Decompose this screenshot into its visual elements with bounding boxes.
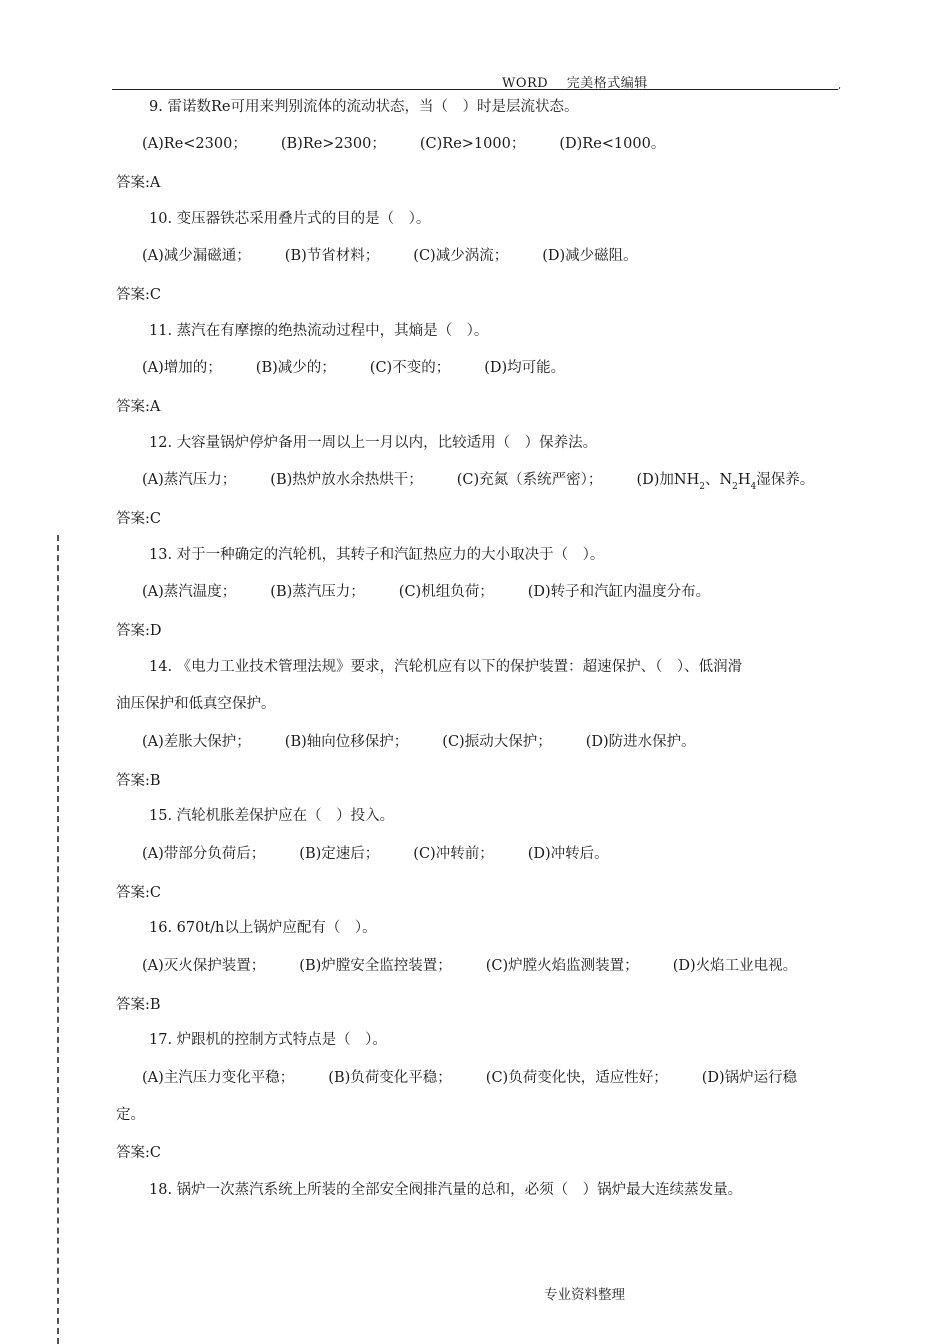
option: (B)负荷变化平稳；: [328, 1070, 452, 1086]
option: (A)减少漏磁通；: [142, 248, 251, 264]
option: (A)带部分负荷后；: [142, 846, 266, 862]
answer: 答案:C: [116, 287, 161, 303]
option-continued: 定。: [116, 1107, 145, 1123]
question-stem: 15. 汽轮机胀差保护应在（ ）投入。: [149, 808, 395, 824]
option: (A)蒸汽温度；: [142, 584, 237, 600]
option: (A)蒸汽压力；: [142, 472, 237, 488]
option: (B)Re>2300；: [280, 136, 386, 152]
page-header: WORD 完美格式编辑: [502, 76, 648, 91]
question-options: [142, 956, 797, 976]
answer: 答案:B: [116, 997, 161, 1013]
option: (D)Re<1000。: [559, 136, 666, 152]
question-stem: 14. 《电力工业技术管理法规》要求，汽轮机应有以下的保护装置：超速保护、（ ）、低润滑: [149, 659, 743, 675]
option: (C)机组负荷；: [398, 584, 494, 600]
option-d: [636, 472, 815, 492]
option: (D)减少磁阻。: [542, 248, 638, 264]
option: (D)转子和汽缸内温度分布。: [527, 584, 711, 600]
option: (C)充氮（系统严密）；: [456, 472, 603, 488]
subscript: 2: [732, 482, 738, 492]
page-footer: 专业资料整理: [544, 1287, 625, 1303]
option-d-text: 、N: [704, 472, 733, 488]
answer: 答案:A: [116, 399, 161, 415]
question-stem: 17. 炉跟机的控制方式特点是（ ）。: [149, 1032, 387, 1048]
option: (B)热炉放水余热烘干；: [270, 472, 423, 488]
question-options: [142, 732, 696, 752]
question-stem: 18. 锅炉一次蒸汽系统上所装的全部安全阀排汽量的总和，必须（ ）锅炉最大连续蒸发量。: [149, 1182, 743, 1198]
option: (C)负荷变化快，适应性好；: [485, 1070, 668, 1086]
option: (C)振动大保护；: [442, 734, 552, 750]
option-d-text: 湿保养。: [756, 472, 815, 488]
option: (C)Re>1000；: [419, 136, 526, 152]
option: (C)炉膛火焰监测装置；: [485, 958, 639, 974]
option: (B)定速后；: [299, 846, 380, 862]
header-mark: ,: [838, 80, 842, 91]
question-stem-continued: 油压保护和低真空保护。: [116, 696, 276, 712]
subscript: 4: [750, 482, 757, 492]
question-stem: 16. 670t/h以上锅炉应配有（ ）。: [149, 920, 377, 936]
question-options: [142, 844, 609, 864]
option: (D)火焰工业电视。: [672, 958, 798, 974]
question-stem: 10. 变压器铁芯采用叠片式的目的是（ ）。: [149, 211, 431, 227]
answer: 答案:A: [116, 175, 161, 191]
option: (C)冲转前；: [413, 846, 494, 862]
header-rule: [112, 89, 838, 90]
option-d-text: H: [737, 472, 751, 488]
question-options: [142, 358, 565, 378]
question-options: [142, 1068, 797, 1088]
option: (B)节省材料；: [284, 248, 380, 264]
option: (D)冲转后。: [527, 846, 609, 862]
option: (A)主汽压力变化平稳；: [142, 1070, 295, 1086]
option: (B)蒸汽压力；: [270, 584, 365, 600]
question-stem: 9. 雷诺数Re可用来判别流体的流动状态，当（ ）时是层流状态。: [149, 99, 579, 115]
option: (C)减少涡流；: [413, 248, 509, 264]
answer: 答案:B: [116, 773, 161, 789]
option: (A)灭火保护装置；: [142, 958, 266, 974]
option: (D)均可能。: [484, 360, 566, 376]
option: (C)不变的；: [369, 360, 451, 376]
binding-line: [57, 535, 59, 1344]
option: (A)Re<2300；: [142, 136, 247, 152]
answer: 答案:D: [116, 623, 162, 639]
question-options: [142, 134, 665, 154]
question-stem: 11. 蒸汽在有摩擦的绝热流动过程中，其熵是（ ）。: [149, 323, 489, 339]
subscript: 2: [699, 482, 705, 492]
option: (B)轴向位移保护；: [284, 734, 409, 750]
answer: 答案:C: [116, 511, 161, 527]
question-options: [142, 582, 710, 602]
option: (A)差胀大保护；: [142, 734, 251, 750]
option: (A)增加的；: [142, 360, 222, 376]
question-options: [142, 246, 638, 266]
option: (D)锅炉运行稳: [701, 1070, 798, 1086]
answer: 答案:C: [116, 885, 161, 901]
question-stem: 13. 对于一种确定的汽轮机，其转子和汽缸热应力的大小取决于（ ）。: [149, 547, 605, 563]
answer: 答案:C: [116, 1145, 161, 1161]
question-options: [142, 470, 814, 497]
question-stem: 12. 大容量锅炉停炉备用一周以上一月以内，比较适用（ ）保养法。: [149, 435, 598, 451]
option: (B)炉膛安全监控装置；: [299, 958, 452, 974]
option: (B)减少的；: [255, 360, 336, 376]
option: (D)防进水保护。: [585, 734, 696, 750]
option-d-text: (D)加NH: [636, 472, 700, 488]
